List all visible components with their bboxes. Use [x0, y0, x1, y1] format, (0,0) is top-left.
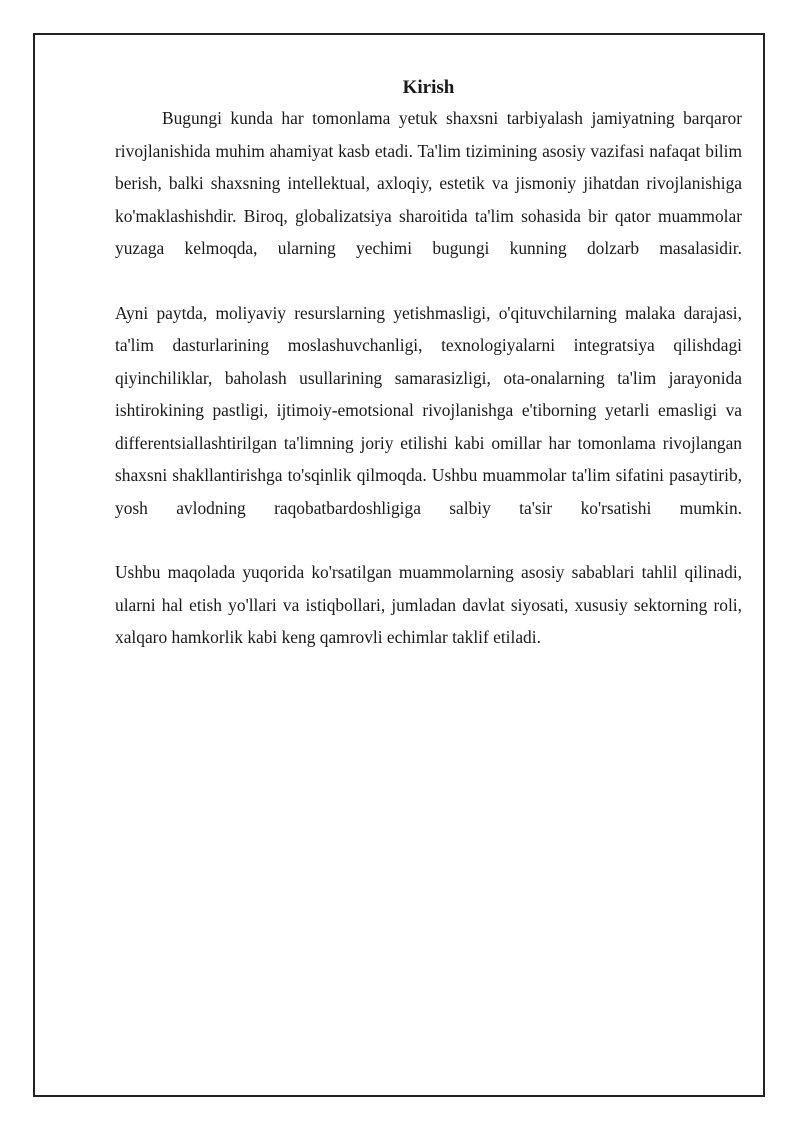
- paragraph-solutions: Ushbu maqolada yuqorida ko'rsatilgan muammolarning asosiy sabablari tahlil qilinadi, ularni hal etish yo'llari va istiqbollari, jumladan davlat siyosati, xususiy sektorning roli, xalqaro hamkorlik kabi keng qamrovli echimlar taklif etiladi.: [115, 562, 742, 647]
- document-title: Kirish: [402, 77, 455, 98]
- paragraph-spacer: [115, 524, 742, 556]
- paragraph-introduction: Bugungi kunda har tomonlama yetuk shaxsni tarbiyalash jamiyatning barqaror rivojlanishida muhim ahamiyat kasb etadi. Ta'lim tizimining asosiy vazifasi nafaqat bilim berish, balki shaxsning intellektual, axloqiy, estetik va jismoniy jihatdan rivojlanishiga ko'maklashishdir. Biroq, globalizatsiya sharoitida ta'lim sohasida bir qator muammolar yuzaga kelmoqda, ularning yechimi bugungi kunning dolzarb masalasidir.: [115, 108, 742, 258]
- paragraph-spacer: [115, 265, 742, 297]
- paragraph-problems: Ayni paytda, moliyaviy resurslarning yetishmasligi, o'qituvchilarning malaka darajasi, ta'lim dasturlarining moslashuvchanligi, texnologiyalarni integratsiya qilishdagi qiyinchiliklar, baholash usullarining samarasizligi, ota-onalarning ta'lim jarayonida ishtirokining pastligi, ijtimoiy-emotsional rivojlanishga e'tiborning yetarli emasligi va differentsiallashtirilgan ta'limning joriy etilishi kabi omillar har tomonlama rivojlangan shaxsni shakllantirishga to'sqinlik qilmoqda. Ushbu muammolar ta'lim sifatini pasaytirib, yosh avlodning raqobatbardoshligiga salbiy ta'sir ko'rsatishi mumkin.: [115, 302, 742, 518]
- document-body: [115, 74, 742, 654]
